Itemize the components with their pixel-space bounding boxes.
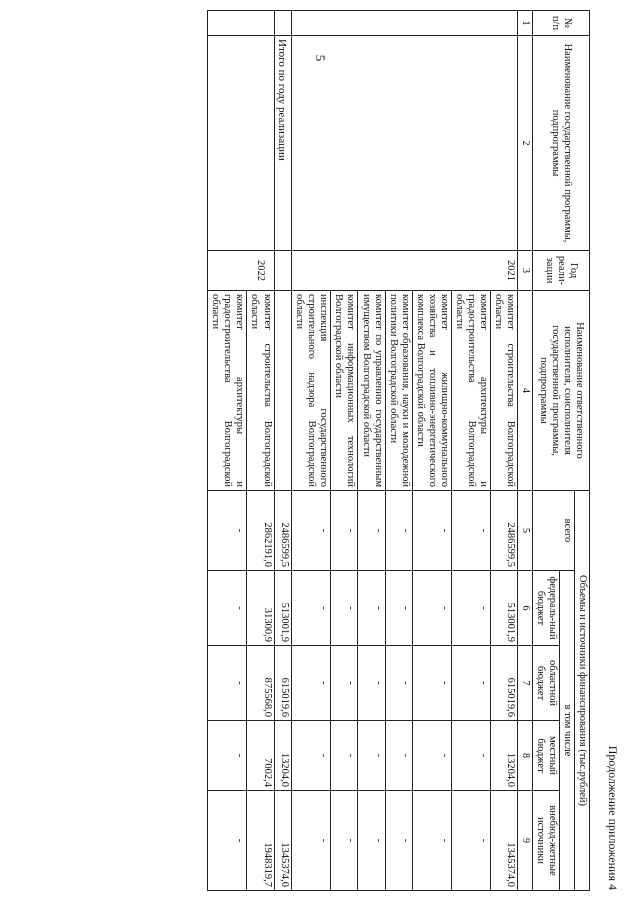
local-cell: - — [358, 721, 385, 791]
total-cell: 2862191,0 — [247, 491, 274, 571]
offbudget-cell: - — [451, 791, 490, 891]
local-cell: - — [385, 721, 412, 791]
federal-cell: - — [208, 571, 247, 646]
column-number: 2 — [518, 36, 533, 251]
table-row — [385, 11, 412, 891]
table-row — [247, 11, 274, 891]
executor-cell: комитет информационных технологий Волгоградской области — [331, 291, 358, 491]
regional-cell: - — [331, 646, 358, 721]
header-regional: областной бюджет — [532, 646, 559, 721]
table-row — [292, 11, 331, 891]
column-number: 3 — [518, 251, 533, 291]
regional-cell: - — [208, 646, 247, 721]
header-program-name: Наименование государственной программы, подпрограммы — [532, 36, 589, 251]
header-funding-group: Объемы и источники финансирования (тыс.рублей) — [574, 491, 589, 891]
table-row — [451, 11, 490, 891]
table-row — [358, 11, 385, 891]
column-number: 9 — [518, 791, 533, 891]
total-cell: - — [208, 491, 247, 571]
federal-cell: - — [292, 571, 331, 646]
total-cell: - — [358, 491, 385, 571]
regional-cell: - — [292, 646, 331, 721]
executor-cell: комитет по управлению государственным имуществом Волгоградской области — [358, 291, 385, 491]
offbudget-cell: - — [385, 791, 412, 891]
regional-cell: 615019,6 — [491, 646, 518, 721]
executor-cell: инспекция государственного строительного надзора Волгоградской области — [292, 291, 331, 491]
header-year: Год реали-зации — [532, 251, 589, 291]
local-cell: - — [331, 721, 358, 791]
offbudget-cell: - — [208, 791, 247, 891]
offbudget-cell: - — [292, 791, 331, 891]
regional-cell: - — [412, 646, 451, 721]
executor-cell: комитет образования, науки и молодежной политики Волгоградской области — [385, 291, 412, 491]
total-label: Итого по году реализации — [274, 36, 292, 251]
total-cell: 2486599,5 — [491, 491, 518, 571]
header-including: в том числе — [559, 571, 574, 891]
offbudget-cell: 1345374,0 — [491, 791, 518, 891]
offbudget-cell: - — [358, 791, 385, 891]
executor-cell: комитет архитектуры и градостроительства Волгоградской области — [208, 291, 247, 491]
offbudget-cell: 1948319,7 — [247, 791, 274, 891]
header-local: местный бюджет — [532, 721, 559, 791]
column-number: 6 — [518, 571, 533, 646]
table-row — [412, 11, 451, 891]
total-cell: - — [331, 491, 358, 571]
regional-cell: 875568,0 — [247, 646, 274, 721]
header-total: всего — [532, 491, 574, 571]
column-number: 7 — [518, 646, 533, 721]
table-row — [491, 11, 518, 891]
federal-cell: - — [451, 571, 490, 646]
offbudget-cell: - — [331, 791, 358, 891]
year-cell: 2021 — [491, 251, 518, 291]
federal-cell: 31300,9 — [247, 571, 274, 646]
regional-cell: 615019,6 — [274, 646, 292, 721]
page-number: 5 — [313, 54, 328, 62]
federal-cell: 513001,9 — [491, 571, 518, 646]
header-federal: федераль-ный бюджет — [532, 571, 559, 646]
local-cell: 13204,0 — [274, 721, 292, 791]
rotated-sheet — [20, 10, 620, 890]
header-row-1 — [574, 11, 589, 891]
year-cell: 2022 — [247, 251, 274, 291]
column-number: 5 — [518, 491, 533, 571]
local-cell: - — [412, 721, 451, 791]
regional-cell: - — [358, 646, 385, 721]
executor-cell: комитет жилищно-коммунального хозяйства и топливно-энергетического комплекса Волгоградской области — [412, 291, 451, 491]
executor-cell: комитет строительства Волгоградской области — [247, 291, 274, 491]
federal-cell: 513001,9 — [274, 571, 292, 646]
executor-cell: комитет архитектуры и градостроительства Волгоградской области — [451, 291, 490, 491]
total-cell: - — [385, 491, 412, 571]
total-row — [274, 11, 292, 891]
regional-cell: - — [385, 646, 412, 721]
federal-cell: - — [358, 571, 385, 646]
total-cell: - — [412, 491, 451, 571]
header-offbudget: внебюд-жетные источники — [532, 791, 559, 891]
offbudget-cell: 1345374,0 — [274, 791, 292, 891]
local-cell: 13204,0 — [491, 721, 518, 791]
total-cell: - — [451, 491, 490, 571]
local-cell: - — [292, 721, 331, 791]
local-cell: - — [208, 721, 247, 791]
executor-cell: комитет строительства Волгоградской области — [491, 291, 518, 491]
total-cell: - — [292, 491, 331, 571]
header-number: № п/п — [532, 11, 589, 36]
column-number: 1 — [518, 11, 533, 36]
column-number-row — [518, 11, 533, 891]
header-executor: Наименование ответственного исполнителя, соисполнителя государственной программы, подпрограммы — [532, 291, 589, 491]
table-row — [208, 11, 247, 891]
federal-cell: - — [412, 571, 451, 646]
federal-cell: - — [385, 571, 412, 646]
column-number: 4 — [518, 291, 533, 491]
federal-cell: - — [331, 571, 358, 646]
offbudget-cell: - — [412, 791, 451, 891]
funding-table — [207, 10, 590, 891]
local-cell: 7002,4 — [247, 721, 274, 791]
regional-cell: - — [451, 646, 490, 721]
table-row — [331, 11, 358, 891]
continuation-note: Продолжение приложения 4 — [606, 745, 620, 890]
local-cell: - — [451, 721, 490, 791]
total-cell: 2486599,5 — [274, 491, 292, 571]
column-number: 8 — [518, 721, 533, 791]
